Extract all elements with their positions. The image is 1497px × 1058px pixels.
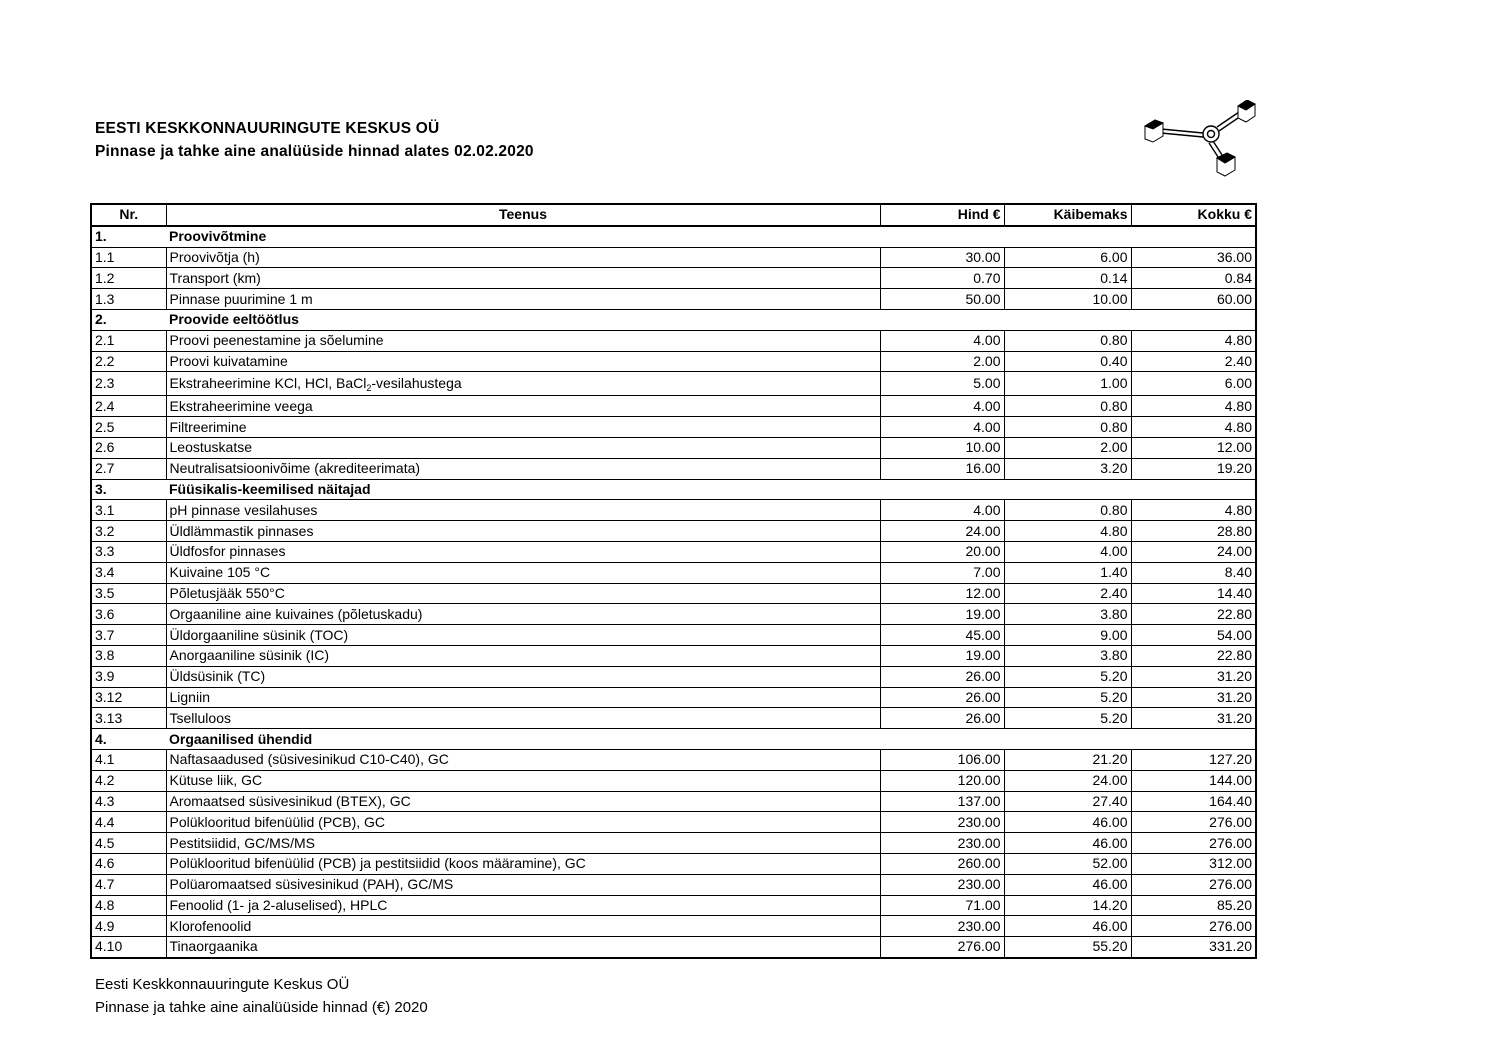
price-cell: 71.00 bbox=[880, 895, 1004, 916]
row-number: 1.2 bbox=[91, 268, 166, 289]
total-cell: 36.00 bbox=[1131, 247, 1256, 268]
row-number: 1.3 bbox=[91, 289, 166, 310]
vat-cell: 0.80 bbox=[1004, 330, 1131, 351]
total-cell: 6.00 bbox=[1131, 372, 1256, 396]
price-cell: 16.00 bbox=[880, 458, 1004, 479]
table-row bbox=[91, 937, 1256, 958]
price-cell: 26.00 bbox=[880, 666, 1004, 687]
price-cell: 137.00 bbox=[880, 791, 1004, 812]
service-name: Põletusjääk 550°C bbox=[166, 583, 880, 604]
table-row bbox=[91, 666, 1256, 687]
row-number: 4.4 bbox=[91, 812, 166, 833]
price-cell: 19.00 bbox=[880, 645, 1004, 666]
service-name: Neutralisatsioonivõime (akrediteerimata) bbox=[166, 458, 880, 479]
table-row bbox=[91, 351, 1256, 372]
section-number: 3. bbox=[91, 479, 166, 500]
price-cell: 230.00 bbox=[880, 916, 1004, 937]
vat-cell: 21.20 bbox=[1004, 749, 1131, 770]
row-number: 2.2 bbox=[91, 351, 166, 372]
table-row bbox=[91, 749, 1256, 770]
vat-cell: 2.40 bbox=[1004, 583, 1131, 604]
table-row bbox=[91, 521, 1256, 542]
service-name: Tinaorgaanika bbox=[166, 937, 880, 958]
row-number: 4.6 bbox=[91, 853, 166, 874]
total-cell: 22.80 bbox=[1131, 604, 1256, 625]
service-name: Filtreerimine bbox=[166, 417, 880, 438]
col-header-vat: Käibemaks bbox=[1004, 204, 1131, 226]
price-cell: 0.70 bbox=[880, 268, 1004, 289]
total-cell: 276.00 bbox=[1131, 916, 1256, 937]
table-row bbox=[91, 895, 1256, 916]
section-title: Proovide eeltöötlus bbox=[166, 309, 1256, 330]
service-name-text: Ekstraheerimine KCl, HCl, BaCl bbox=[169, 375, 367, 392]
table-row bbox=[91, 687, 1256, 708]
service-name: Proovi kuivatamine bbox=[166, 351, 880, 372]
row-number: 4.8 bbox=[91, 895, 166, 916]
footer-note: Pinnase ja tahke aine ainalüüside hinnad (€) 2020 bbox=[95, 999, 428, 1016]
total-cell: 4.80 bbox=[1131, 396, 1256, 417]
table-row bbox=[91, 247, 1256, 268]
service-name: Kuivaine 105 °C bbox=[166, 562, 880, 583]
row-number: 4.10 bbox=[91, 937, 166, 958]
table-row bbox=[91, 330, 1256, 351]
service-name: Üldorgaaniline süsinik (TOC) bbox=[166, 625, 880, 646]
price-cell: 4.00 bbox=[880, 500, 1004, 521]
price-cell: 4.00 bbox=[880, 330, 1004, 351]
table-row bbox=[91, 396, 1256, 417]
service-name: Aromaatsed süsivesinikud (BTEX), GC bbox=[166, 791, 880, 812]
vat-cell: 46.00 bbox=[1004, 833, 1131, 854]
total-cell: 164.40 bbox=[1131, 791, 1256, 812]
total-cell: 14.40 bbox=[1131, 583, 1256, 604]
total-cell: 276.00 bbox=[1131, 833, 1256, 854]
total-cell: 144.00 bbox=[1131, 770, 1256, 791]
price-cell: 120.00 bbox=[880, 770, 1004, 791]
table-row bbox=[91, 874, 1256, 895]
total-cell: 276.00 bbox=[1131, 874, 1256, 895]
row-number: 4.7 bbox=[91, 874, 166, 895]
vat-cell: 6.00 bbox=[1004, 247, 1131, 268]
row-number: 4.5 bbox=[91, 833, 166, 854]
row-number: 4.3 bbox=[91, 791, 166, 812]
vat-cell: 0.80 bbox=[1004, 500, 1131, 521]
section-title: Orgaanilised ühendid bbox=[166, 729, 1256, 750]
price-cell: 230.00 bbox=[880, 812, 1004, 833]
total-cell: 12.00 bbox=[1131, 437, 1256, 458]
service-name: Anorgaaniline süsinik (IC) bbox=[166, 645, 880, 666]
table-row bbox=[91, 500, 1256, 521]
col-header-nr: Nr. bbox=[91, 204, 166, 226]
price-cell: 106.00 bbox=[880, 749, 1004, 770]
price-cell: 26.00 bbox=[880, 687, 1004, 708]
total-cell: 4.80 bbox=[1131, 330, 1256, 351]
vat-cell: 1.00 bbox=[1004, 372, 1131, 396]
service-name: Ekstraheerimine veega bbox=[166, 396, 880, 417]
table-row bbox=[91, 541, 1256, 562]
row-number: 4.2 bbox=[91, 770, 166, 791]
table-row bbox=[91, 812, 1256, 833]
footer-company: Eesti Keskkonnauuringute Keskus OÜ bbox=[95, 976, 350, 993]
row-number: 3.4 bbox=[91, 562, 166, 583]
price-table bbox=[90, 203, 1257, 959]
service-name: Üldlämmastik pinnases bbox=[166, 521, 880, 542]
total-cell: 8.40 bbox=[1131, 562, 1256, 583]
table-row bbox=[91, 625, 1256, 646]
total-cell: 54.00 bbox=[1131, 625, 1256, 646]
price-cell: 30.00 bbox=[880, 247, 1004, 268]
row-number: 2.1 bbox=[91, 330, 166, 351]
total-cell: 60.00 bbox=[1131, 289, 1256, 310]
table-row bbox=[91, 437, 1256, 458]
service-name: Transport (km) bbox=[166, 268, 880, 289]
service-name: Pinnase puurimine 1 m bbox=[166, 289, 880, 310]
section-row bbox=[91, 226, 1256, 247]
price-cell: 20.00 bbox=[880, 541, 1004, 562]
service-name: Proovivõtja (h) bbox=[166, 247, 880, 268]
row-number: 4.1 bbox=[91, 749, 166, 770]
total-cell: 85.20 bbox=[1131, 895, 1256, 916]
vat-cell: 46.00 bbox=[1004, 812, 1131, 833]
service-name bbox=[166, 372, 880, 396]
molecule-logo-icon bbox=[1143, 100, 1258, 182]
price-cell: 12.00 bbox=[880, 583, 1004, 604]
section-row bbox=[91, 479, 1256, 500]
table-row bbox=[91, 708, 1256, 729]
vat-cell: 1.40 bbox=[1004, 562, 1131, 583]
vat-cell: 24.00 bbox=[1004, 770, 1131, 791]
vat-cell: 46.00 bbox=[1004, 874, 1131, 895]
vat-cell: 52.00 bbox=[1004, 853, 1131, 874]
vat-cell: 14.20 bbox=[1004, 895, 1131, 916]
service-name: Ligniin bbox=[166, 687, 880, 708]
vat-cell: 3.80 bbox=[1004, 604, 1131, 625]
price-cell: 26.00 bbox=[880, 708, 1004, 729]
row-number: 2.3 bbox=[91, 372, 166, 396]
row-number: 2.6 bbox=[91, 437, 166, 458]
price-cell: 4.00 bbox=[880, 417, 1004, 438]
service-name: Proovi peenestamine ja sõelumine bbox=[166, 330, 880, 351]
service-name: Leostuskatse bbox=[166, 437, 880, 458]
section-number: 2. bbox=[91, 309, 166, 330]
row-number: 2.7 bbox=[91, 458, 166, 479]
vat-cell: 4.00 bbox=[1004, 541, 1131, 562]
row-number: 3.12 bbox=[91, 687, 166, 708]
section-number: 4. bbox=[91, 729, 166, 750]
total-cell: 127.20 bbox=[1131, 749, 1256, 770]
vat-cell: 0.40 bbox=[1004, 351, 1131, 372]
vat-cell: 2.00 bbox=[1004, 437, 1131, 458]
vat-cell: 27.40 bbox=[1004, 791, 1131, 812]
total-cell: 276.00 bbox=[1131, 812, 1256, 833]
section-row bbox=[91, 729, 1256, 750]
table-row bbox=[91, 458, 1256, 479]
section-number: 1. bbox=[91, 226, 166, 247]
table-row bbox=[91, 645, 1256, 666]
price-cell: 260.00 bbox=[880, 853, 1004, 874]
service-name: Kütuse liik, GC bbox=[166, 770, 880, 791]
price-cell: 50.00 bbox=[880, 289, 1004, 310]
row-number: 3.7 bbox=[91, 625, 166, 646]
table-row bbox=[91, 372, 1256, 396]
price-list-subtitle: Pinnase ja tahke aine analüüside hinnad alates 02.02.2020 bbox=[95, 143, 534, 160]
service-name: pH pinnase vesilahuses bbox=[166, 500, 880, 521]
price-cell: 24.00 bbox=[880, 521, 1004, 542]
price-cell: 10.00 bbox=[880, 437, 1004, 458]
vat-cell: 0.80 bbox=[1004, 396, 1131, 417]
table-row bbox=[91, 791, 1256, 812]
col-header-price: Hind € bbox=[880, 204, 1004, 226]
price-cell: 7.00 bbox=[880, 562, 1004, 583]
row-number: 3.1 bbox=[91, 500, 166, 521]
price-cell: 19.00 bbox=[880, 604, 1004, 625]
total-cell: 22.80 bbox=[1131, 645, 1256, 666]
row-number: 4.9 bbox=[91, 916, 166, 937]
row-number: 3.13 bbox=[91, 708, 166, 729]
price-cell: 230.00 bbox=[880, 874, 1004, 895]
row-number: 3.9 bbox=[91, 666, 166, 687]
price-cell: 276.00 bbox=[880, 937, 1004, 958]
total-cell: 4.80 bbox=[1131, 417, 1256, 438]
service-name: Naftasaadused (süsivesinikud C10-C40), GC bbox=[166, 749, 880, 770]
total-cell: 312.00 bbox=[1131, 853, 1256, 874]
company-title: EESTI KESKKONNAUURINGUTE KESKUS OÜ bbox=[95, 120, 440, 137]
row-number: 2.5 bbox=[91, 417, 166, 438]
vat-cell: 5.20 bbox=[1004, 666, 1131, 687]
table-row bbox=[91, 604, 1256, 625]
row-number: 1.1 bbox=[91, 247, 166, 268]
service-name: Polüklooritud bifenüülid (PCB), GC bbox=[166, 812, 880, 833]
service-name-suffix: -vesilahustega bbox=[371, 375, 462, 392]
vat-cell: 3.80 bbox=[1004, 645, 1131, 666]
total-cell: 4.80 bbox=[1131, 500, 1256, 521]
total-cell: 24.00 bbox=[1131, 541, 1256, 562]
price-cell: 2.00 bbox=[880, 351, 1004, 372]
vat-cell: 5.20 bbox=[1004, 687, 1131, 708]
service-name: Üldsüsinik (TC) bbox=[166, 666, 880, 687]
service-name: Klorofenoolid bbox=[166, 916, 880, 937]
price-cell: 45.00 bbox=[880, 625, 1004, 646]
service-name: Polüklooritud bifenüülid (PCB) ja pestitsiidid (koos määramine), GC bbox=[166, 853, 880, 874]
price-cell: 4.00 bbox=[880, 396, 1004, 417]
row-number: 3.5 bbox=[91, 583, 166, 604]
total-cell: 2.40 bbox=[1131, 351, 1256, 372]
table-row bbox=[91, 583, 1256, 604]
vat-cell: 5.20 bbox=[1004, 708, 1131, 729]
table-header-row bbox=[91, 204, 1256, 226]
service-name: Polüaromaatsed süsivesinikud (PAH), GC/MS bbox=[166, 874, 880, 895]
service-name: Fenoolid (1- ja 2-aluselised), HPLC bbox=[166, 895, 880, 916]
row-number: 3.2 bbox=[91, 521, 166, 542]
table-row bbox=[91, 417, 1256, 438]
total-cell: 31.20 bbox=[1131, 687, 1256, 708]
table-row bbox=[91, 289, 1256, 310]
col-header-total: Kokku € bbox=[1131, 204, 1256, 226]
table-row bbox=[91, 770, 1256, 791]
total-cell: 0.84 bbox=[1131, 268, 1256, 289]
table-row bbox=[91, 916, 1256, 937]
col-header-service: Teenus bbox=[166, 204, 880, 226]
table-row bbox=[91, 853, 1256, 874]
row-number: 3.6 bbox=[91, 604, 166, 625]
total-cell: 19.20 bbox=[1131, 458, 1256, 479]
service-name: Tselluloos bbox=[166, 708, 880, 729]
total-cell: 31.20 bbox=[1131, 708, 1256, 729]
vat-cell: 0.14 bbox=[1004, 268, 1131, 289]
table-row bbox=[91, 268, 1256, 289]
service-name-subscript: 2 bbox=[366, 383, 372, 394]
service-name: Pestitsiidid, GC/MS/MS bbox=[166, 833, 880, 854]
row-number: 2.4 bbox=[91, 396, 166, 417]
service-name: Orgaaniline aine kuivaines (põletuskadu) bbox=[166, 604, 880, 625]
vat-cell: 4.80 bbox=[1004, 521, 1131, 542]
section-title: Füüsikalis-keemilised näitajad bbox=[166, 479, 1256, 500]
table-row bbox=[91, 833, 1256, 854]
service-name: Üldfosfor pinnases bbox=[166, 541, 880, 562]
vat-cell: 3.20 bbox=[1004, 458, 1131, 479]
vat-cell: 9.00 bbox=[1004, 625, 1131, 646]
vat-cell: 46.00 bbox=[1004, 916, 1131, 937]
vat-cell: 55.20 bbox=[1004, 937, 1131, 958]
section-row bbox=[91, 309, 1256, 330]
total-cell: 31.20 bbox=[1131, 666, 1256, 687]
section-title: Proovivõtmine bbox=[166, 226, 1256, 247]
total-cell: 331.20 bbox=[1131, 937, 1256, 958]
table-row bbox=[91, 562, 1256, 583]
total-cell: 28.80 bbox=[1131, 521, 1256, 542]
price-cell: 230.00 bbox=[880, 833, 1004, 854]
vat-cell: 0.80 bbox=[1004, 417, 1131, 438]
row-number: 3.3 bbox=[91, 541, 166, 562]
vat-cell: 10.00 bbox=[1004, 289, 1131, 310]
row-number: 3.8 bbox=[91, 645, 166, 666]
price-cell: 5.00 bbox=[880, 372, 1004, 396]
